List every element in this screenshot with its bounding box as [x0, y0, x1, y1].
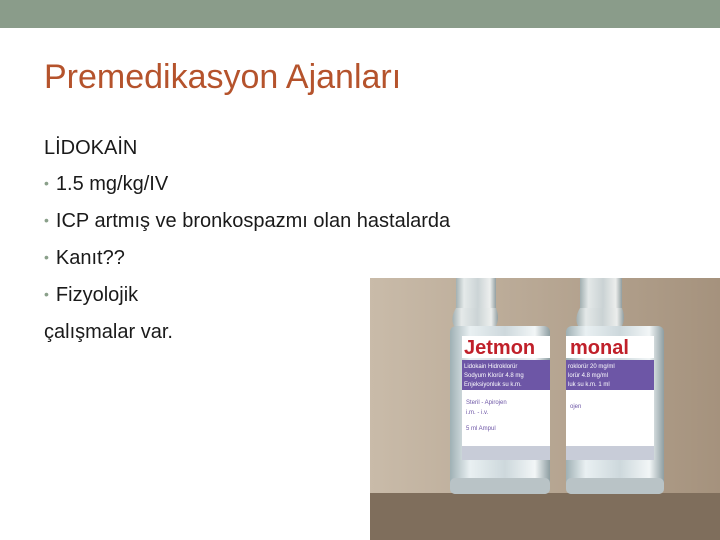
- ampoule-illustration: [370, 278, 720, 540]
- svg-text:5 ml Ampul: 5 ml Ampul: [466, 426, 496, 432]
- svg-text:lorür 4.8 mg/ml: lorür 4.8 mg/ml: [568, 373, 609, 379]
- bullet-text: 1.5 mg/kg/IV: [55, 173, 169, 195]
- svg-text:ojen: ojen: [570, 404, 582, 410]
- bullet-item: [44, 203, 450, 240]
- ampoule-photo: [370, 278, 720, 540]
- bullet-text: Fizyolojik: [55, 284, 139, 306]
- svg-text:Sodyum Klorür 4.8 mg: Sodyum Klorür 4.8 mg: [464, 373, 524, 379]
- bullet-text: ICP artmış ve bronkospazmı olan hastalarda: [55, 210, 451, 232]
- drug-heading: LİDOKAİN: [44, 137, 138, 159]
- brand-left: Jetmon: [464, 337, 536, 359]
- svg-text:Lidokain Hidroklorür: Lidokain Hidroklorür: [464, 364, 518, 370]
- svg-text:luk su k.m. 1 ml: luk su k.m. 1 ml: [568, 382, 610, 388]
- bullet-icon: •: [44, 175, 49, 191]
- brand-right: monal: [570, 337, 629, 359]
- svg-text:roklorür 20 mg/ml: roklorür 20 mg/ml: [568, 364, 615, 370]
- bullet-icon: •: [44, 286, 49, 302]
- top-band: [0, 0, 720, 28]
- bullet-item: [44, 166, 450, 203]
- slide-title: Premedikasyon Ajanları: [44, 58, 402, 96]
- bullet-item: [44, 240, 450, 277]
- bullet-icon: •: [44, 249, 49, 265]
- bullet-icon: •: [44, 212, 49, 228]
- continuation-text: çalışmalar var.: [44, 321, 173, 343]
- bullet-text: Kanıt??: [55, 247, 125, 269]
- svg-text:i.m. - i.v.: i.m. - i.v.: [466, 410, 489, 416]
- svg-text:Steril - Apirojen: Steril - Apirojen: [466, 400, 507, 406]
- svg-text:Enjeksiyonluk su k.m.: Enjeksiyonluk su k.m.: [464, 382, 522, 388]
